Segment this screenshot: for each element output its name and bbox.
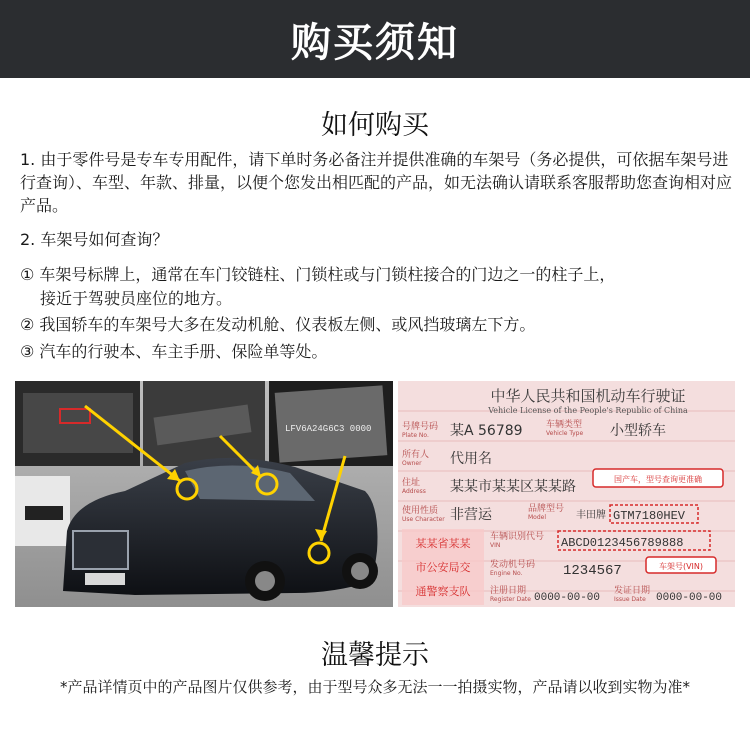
- page-header: [0, 0, 750, 78]
- stamp-line-3: 通警察支队: [415, 585, 471, 598]
- paragraph-vin-location-2: ② 我国轿车的车架号大多在发动机舱、仪表板左侧、或风挡玻璃左下方。: [20, 315, 536, 334]
- tips-title: 温馨提示: [321, 640, 429, 671]
- paragraph-vin-location-3: ③ 汽车的行驶本、车主手册、保险单等处。: [20, 342, 328, 361]
- vin-value: ABCD0123456789888: [561, 536, 684, 550]
- use-label: 使用性质: [402, 506, 439, 516]
- owner-value: 代用名: [450, 451, 492, 467]
- issue-label: 发证日期: [614, 586, 651, 596]
- plate-label-en: Plate No.: [402, 432, 429, 439]
- model-value: GTM7180HEV: [613, 509, 686, 523]
- register-value: 0000-00-00: [534, 592, 601, 604]
- address-label-en: Address: [402, 488, 426, 495]
- car-photo: [15, 381, 393, 607]
- engine-label-en: Engine No.: [490, 570, 523, 577]
- use-label-en: Use Character: [402, 516, 445, 523]
- use-value: 非营运: [450, 507, 492, 523]
- register-label-en: Register Date: [490, 596, 531, 603]
- page-title: 购买须知: [291, 19, 459, 66]
- paragraph-vin-location-1: ① 车架号标牌上，通常在车门铰链柱、门锁柱或与门锁柱接合的门边之一的柱子上，: [20, 265, 616, 284]
- type-label: 车辆类型: [546, 420, 583, 430]
- model-label: 品牌型号: [528, 504, 565, 514]
- model-brand: 丰田牌: [576, 510, 606, 521]
- vehicle-license-illustration: [398, 381, 735, 607]
- license-title-en: Vehicle License of the People's Republic of China: [488, 406, 688, 415]
- owner-label-en: Owner: [402, 460, 422, 467]
- vin-label: 车辆识别代号: [490, 532, 545, 542]
- license-title: 中华人民共和国机动车行驶证: [490, 387, 686, 405]
- tips-note: *产品详情页中的产品图片仅供参考，由于型号众多无法一一拍摄实物，产品请以收到实物为准*: [59, 678, 690, 696]
- plate-label: 号牌号码: [402, 422, 439, 432]
- how-to-buy-title: 如何购买: [321, 110, 429, 141]
- issue-label-en: Issue Date: [614, 596, 646, 603]
- engine-label: 发动机号码: [490, 560, 536, 570]
- car-photo-illustration: [15, 381, 393, 607]
- paragraph-vin-question: 2. 车架号如何查询？: [20, 230, 169, 249]
- vin-label-en: VIN: [490, 542, 501, 549]
- owner-label: 所有人: [402, 450, 430, 460]
- issue-value: 0000-00-00: [656, 592, 723, 604]
- stamp-line-2: 市公安局交: [415, 561, 471, 574]
- callout-model: 国产车，型号查询更准确: [614, 475, 702, 484]
- register-label: 注册日期: [490, 586, 527, 596]
- address-value: 某某市某某区某某路: [450, 479, 576, 495]
- bottom-spacer: [0, 736, 750, 743]
- paragraph-vin-location-1-cont: 接近于驾驶员座位的地方。: [40, 289, 233, 308]
- type-value: 小型轿车: [610, 423, 666, 439]
- address-label: 住址: [402, 478, 421, 488]
- stamp-line-1: 某某省某某: [415, 537, 471, 550]
- callout-vin: 车架号(VIN): [658, 562, 704, 571]
- paragraph-vin-required: 1. 由于零件号是专车专用配件，请下单时务必备注并提供准确的车架号（务必提供，可依据车架号进行查询）、车型、年款、排量，以便个您发出相匹配的产品，如无法确认请联系客服帮助您查询相对应产品。: [20, 150, 733, 215]
- vehicle-license-image: [398, 381, 735, 607]
- type-label-en: Vehicle Type: [546, 430, 584, 437]
- plate-value: 某A 56789: [450, 423, 523, 439]
- vin-plate-text: LFV6A24G6C3 0000: [285, 424, 372, 434]
- engine-value: 1234567: [563, 563, 622, 579]
- model-label-en: Model: [528, 514, 547, 521]
